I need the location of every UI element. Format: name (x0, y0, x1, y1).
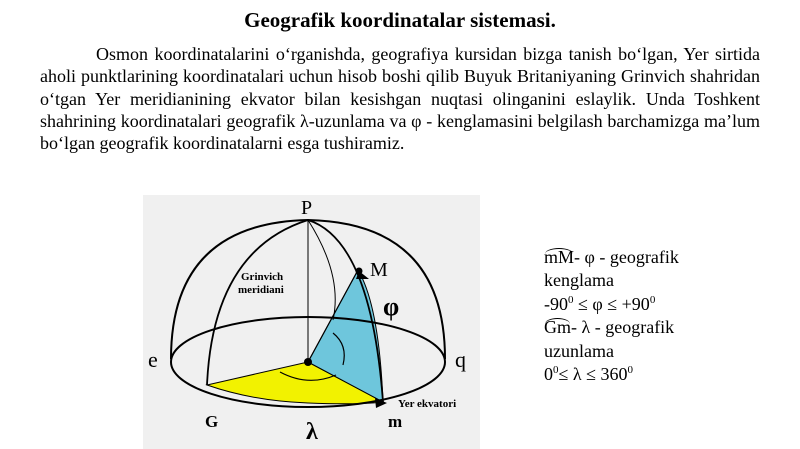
legend-line-1-rest: - φ - geografik (574, 247, 679, 267)
label-grinvich: Grinvich (241, 271, 284, 283)
legend-line-6-a: 0 (544, 364, 553, 385)
legend-line-5: uzunlama (544, 340, 614, 361)
legend-line-1 (544, 246, 679, 269)
diagram-background (143, 195, 480, 449)
body-paragraph: Osmon koordinatalarini o‘rganishda, geografiya kursidan bizga tanish bo‘lgan, Yer sirtida aholi punktlarining koordinatalari uchun hisob boshi qilib Buyuk Britaniyaning Grinvich shahridan o‘tgan Yer meridianining ekvator bilan kesishgan nuqtasi olinganini eslaylik. Unda Toshkent shahrining koordinatalari geografik λ-uzunlama va φ - kenglamasini belgilash barchamizga ma’lum bo‘lgan geografik koordinatalarni esga tushiramiz. (40, 44, 760, 154)
legend-line-6-sup2: 0 (627, 364, 633, 377)
arc-Gm: Gm (544, 316, 571, 339)
legend-line-3-a: -90 (544, 293, 568, 314)
legend-line-3-b: ≤ φ ≤ +90 (573, 293, 650, 314)
label-q: q (455, 347, 466, 372)
legend-line-6 (544, 363, 679, 386)
legend-line-6-sup1: 0 (553, 364, 559, 377)
legend-line-6-b: ≤ λ ≤ 360 (558, 364, 628, 385)
label-phi: φ (383, 292, 400, 321)
legend-line-3-sup1: 0 (568, 293, 574, 306)
coordinate-diagram-svg (143, 195, 480, 449)
label-lambda: λ (306, 419, 318, 445)
label-meridiani: meridiani (238, 284, 284, 296)
center-point (304, 358, 312, 366)
label-M: M (370, 259, 388, 281)
label-e: e (148, 347, 158, 372)
legend-block (544, 246, 679, 386)
legend-line-4-rest: - λ - geografik (571, 317, 675, 338)
legend-line-2: kenglama (544, 270, 614, 291)
label-P: P (301, 197, 313, 219)
legend-line-3 (544, 293, 679, 316)
label-yer-ekvatori: Yer ekvatori (398, 398, 457, 410)
legend-line-4 (544, 316, 679, 339)
coordinate-diagram (143, 195, 480, 449)
arc-mM: mM (544, 246, 574, 269)
label-m: m (388, 412, 403, 431)
document-title: Geografik koordinatalar sistemasi. (244, 8, 556, 32)
label-G: G (205, 412, 219, 431)
legend-line-3-sup2: 0 (649, 293, 656, 306)
point-M (356, 268, 363, 275)
